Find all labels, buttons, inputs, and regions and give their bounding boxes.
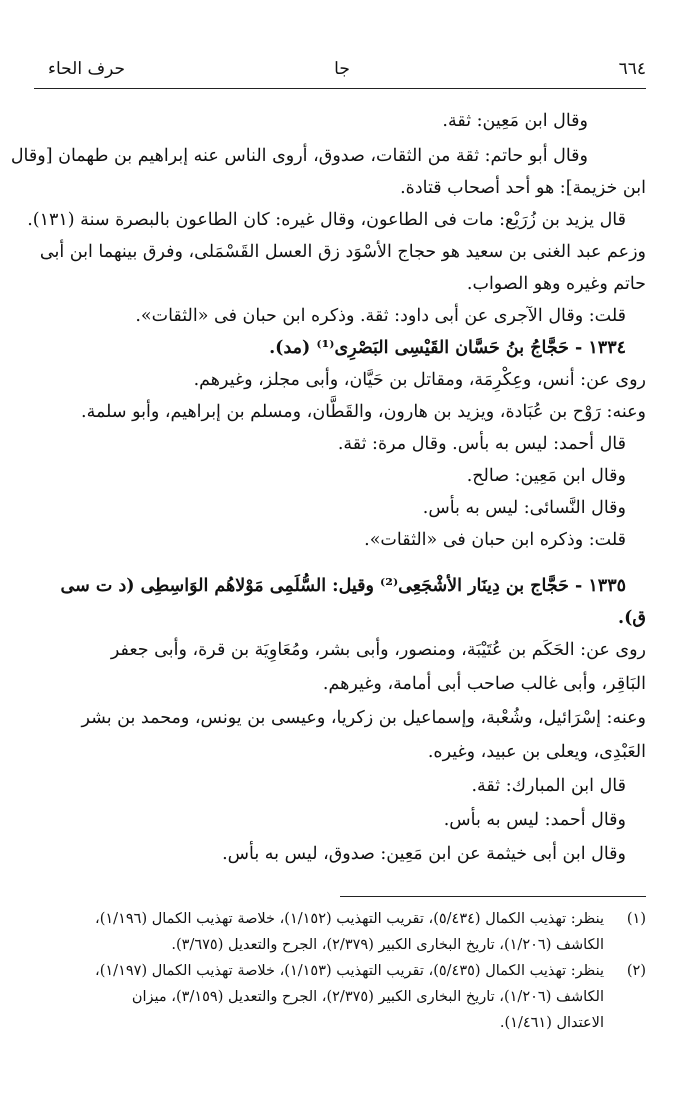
- body-line: وزعم عبد الغنى بن سعيد هو حجاج الأسْوَد زق العسل القَسْمَلى، وفرق بينهما ابن أبى: [39, 242, 646, 262]
- body-line: العَبْدِى، ويعلى بن عبيد، وغيره.: [427, 742, 646, 762]
- footnote-divider: [340, 896, 646, 897]
- footnote-1: [34, 906, 646, 958]
- body-line: وقال النَّسائى: ليس به بأس.: [422, 498, 626, 518]
- body-line: البَاقِر، وأبى غالب صاحب أبى أمامة، وغيرهم.: [322, 674, 646, 694]
- body-line: وقال أبو حاتم: ثقة من الثقات، صدوق، أروى الناس عنه إبراهيم بن طهمان [وقال: [10, 146, 588, 166]
- footnote-line: الكاشف (١/٢٠٦)، تاريخ البخارى الكبير (٢/٣٧٩)، الجرح والتعديل (٣/٦٧٥).: [171, 937, 604, 953]
- footnote-line: الكاشف (١/٢٠٦)، تاريخ البخارى الكبير (٢/٣٧٥)، الجرح والتعديل (٣/١٥٩)، ميزان: [131, 989, 604, 1005]
- body-line: قال يزيد بن زُرَيْع: مات فى الطاعون، وقال غيره: كان الطاعون بالبصرة سنة (١٣١).: [27, 210, 626, 230]
- footnote-line: الاعتدال (١/٤٦١).: [499, 1015, 604, 1031]
- body-line: قلت: وقال الآجرى عن أبى داود: ثقة. وذكره ابن حبان فى «الثقات».: [135, 306, 626, 326]
- footnote-number: (٢): [626, 963, 646, 979]
- body-line: حاتم وغيره وهو الصواب.: [466, 274, 646, 294]
- body-line: قال ابن المبارك: ثقة.: [471, 776, 626, 796]
- footnote-2: [34, 958, 646, 1038]
- body-line: قلت: وذكره ابن حبان فى «الثقات».: [364, 530, 626, 550]
- body-line: وقال ابن أبى خيثمة عن ابن مَعِين: صدوق، ليس به بأس.: [222, 844, 626, 864]
- body-line: وقال أحمد: ليس به بأس.: [443, 810, 626, 830]
- header-divider: [34, 88, 646, 89]
- footnote-line: ينظر: تهذيب الكمال (٥/٤٣٥)، تقريب التهذيب (١/١٥٣)، خلاصة تهذيب الكمال (١/١٩٧)،: [95, 963, 604, 979]
- volume-label: جا: [334, 59, 350, 79]
- body-line: روى عن: الحَكَم بن عُتَيْبَة، ومنصور، وأبى بشر، ومُعَاوِيَة بن قرة، وأبى جعفر: [110, 640, 646, 660]
- entry-heading-1335: ١٣٣٥ - حَجَّاج بن دِينَار الأشْجَعِى⁽²⁾ وقيل: السُّلَمِى مَوْلاهُم الوَاسِطِى (د ت سى: [60, 576, 626, 596]
- body-line: وعنه: رَوْح بن عُبَادة، ويزيد بن هارون، والقَطَّان، ومسلم بن إبراهيم، وأبو سلمة.: [81, 402, 646, 422]
- entry-heading-1334: ١٣٣٤ - حَجَّاجُ بنُ حَسَّان القَيْسِى البَصْرِى⁽¹⁾ (مد).: [269, 338, 626, 358]
- body-line: ق).: [618, 608, 646, 628]
- body-line: وقال ابن مَعِين: ثقة.: [442, 111, 588, 131]
- body-line: وقال ابن مَعِين: صالح.: [466, 466, 626, 486]
- footnote-number: (١): [626, 911, 646, 927]
- body-line: قال أحمد: ليس به بأس. وقال مرة: ثقة.: [337, 434, 626, 454]
- body-line: ابن خزيمة]: هو أحد أصحاب قتادة.: [400, 178, 646, 198]
- footnote-line: ينظر: تهذيب الكمال (٥/٤٣٤)، تقريب التهذيب (١/١٥٢)، خلاصة تهذيب الكمال (١/١٩٦)،: [95, 911, 604, 927]
- chapter-title: حرف الحاء: [48, 59, 125, 79]
- body-line: روى عن: أنس، وعِكْرِمَة، ومقاتل بن حَيَّان، وأبى مجلز، وغيرهم.: [193, 370, 646, 390]
- page-number: ٦٦٤: [618, 59, 646, 79]
- body-line: وعنه: إسْرَائيل، وشُعْبة، وإسماعيل بن زكريا، وعيسى بن يونس، ومحمد بن بشر: [81, 708, 646, 728]
